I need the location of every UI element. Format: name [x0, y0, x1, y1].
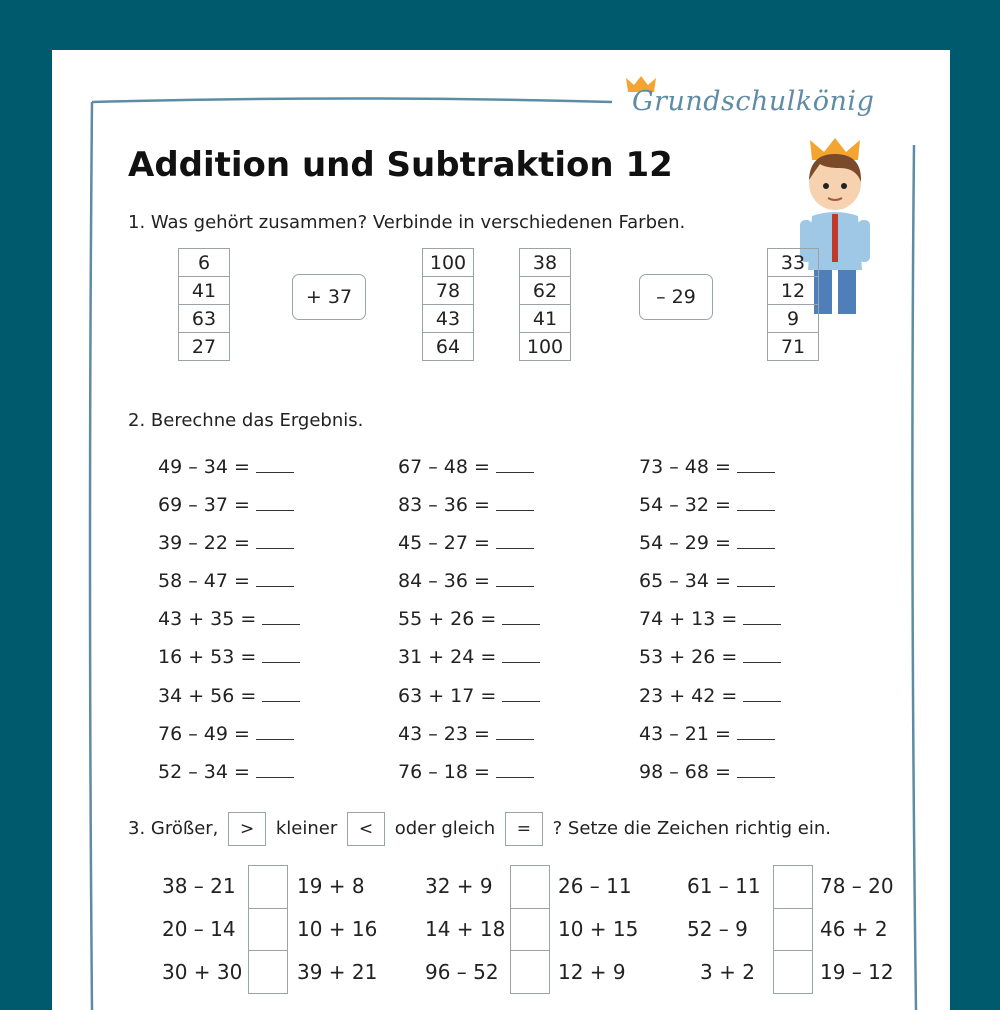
compare-answer-column [510, 865, 550, 994]
compare-answer-column [248, 865, 288, 994]
answer-line[interactable] [496, 725, 534, 740]
answer-line[interactable] [256, 496, 294, 511]
compare-answer-box[interactable] [774, 951, 813, 994]
answer-line[interactable] [737, 725, 775, 740]
answer-line[interactable] [737, 458, 775, 473]
less-symbol-box: < [347, 812, 385, 846]
answer-line[interactable] [262, 687, 300, 702]
equation: 74 + 13 = [639, 600, 859, 638]
equation: 54 – 32 = [639, 486, 859, 524]
equation: 16 + 53 = [158, 638, 378, 676]
equation: 65 – 34 = [639, 562, 859, 600]
equation: 84 – 36 = [398, 562, 618, 600]
equation: 34 + 56 = [158, 677, 378, 715]
answer-line[interactable] [502, 648, 540, 663]
answer-line[interactable] [743, 610, 781, 625]
equation: 49 – 34 = [158, 448, 378, 486]
equation: 23 + 42 = [639, 677, 859, 715]
equation: 67 – 48 = [398, 448, 618, 486]
number-cell: 71 [768, 333, 819, 361]
compare-answer-column [773, 865, 813, 994]
answer-line[interactable] [737, 763, 775, 778]
answer-line[interactable] [496, 572, 534, 587]
equation: 45 – 27 = [398, 524, 618, 562]
equation: 69 – 37 = [158, 486, 378, 524]
compare-answer-box[interactable] [249, 908, 288, 951]
answer-line[interactable] [737, 572, 775, 587]
compare-right: 19 – 12 [820, 960, 894, 984]
number-column-c [519, 248, 571, 361]
equation: 98 – 68 = [639, 753, 859, 791]
equation-column-3 [639, 448, 859, 791]
compare-answer-box[interactable] [774, 866, 813, 909]
number-cell: 38 [520, 249, 571, 277]
equation: 63 + 17 = [398, 677, 618, 715]
equation: 52 – 34 = [158, 753, 378, 791]
task1-instruction: 1. Was gehört zusammen? Verbinde in verschiedenen Farben. [128, 212, 686, 233]
answer-line[interactable] [502, 610, 540, 625]
answer-line[interactable] [262, 648, 300, 663]
compare-left: 32 + 9 [425, 874, 493, 898]
number-cell: 27 [179, 333, 230, 361]
compare-right: 10 + 16 [297, 917, 378, 941]
answer-line[interactable] [743, 687, 781, 702]
number-cell: 9 [768, 305, 819, 333]
number-cell: 100 [423, 249, 474, 277]
number-cell: 6 [179, 249, 230, 277]
compare-left: 30 + 30 [162, 960, 243, 984]
compare-right: 10 + 15 [558, 917, 639, 941]
answer-line[interactable] [256, 534, 294, 549]
equation: 43 – 21 = [639, 715, 859, 753]
equation: 76 – 18 = [398, 753, 618, 791]
compare-left: 14 + 18 [425, 917, 506, 941]
answer-line[interactable] [496, 496, 534, 511]
compare-answer-box[interactable] [249, 951, 288, 994]
compare-right: 46 + 2 [820, 917, 888, 941]
answer-line[interactable] [262, 610, 300, 625]
equation: 58 – 47 = [158, 562, 378, 600]
compare-answer-box[interactable] [511, 951, 550, 994]
worksheet [52, 50, 950, 1010]
number-cell: 12 [768, 277, 819, 305]
operation-box-plus: + 37 [292, 274, 366, 320]
compare-left: 96 – 52 [425, 960, 499, 984]
equation-column-1 [158, 448, 378, 791]
compare-left: 61 – 11 [687, 874, 761, 898]
equation: 73 – 48 = [639, 448, 859, 486]
answer-line[interactable] [496, 763, 534, 778]
task2-instruction: 2. Berechne das Ergebnis. [128, 410, 364, 431]
number-column-d [767, 248, 819, 361]
compare-answer-box[interactable] [511, 866, 550, 909]
brand-logo: Grundschulkönig [632, 86, 875, 117]
answer-line[interactable] [496, 534, 534, 549]
compare-left: 52 – 9 [687, 917, 748, 941]
equation: 54 – 29 = [639, 524, 859, 562]
equation: 76 – 49 = [158, 715, 378, 753]
equation: 31 + 24 = [398, 638, 618, 676]
number-cell: 43 [423, 305, 474, 333]
compare-answer-box[interactable] [511, 908, 550, 951]
compare-left: 20 – 14 [162, 917, 236, 941]
number-cell: 41 [520, 305, 571, 333]
answer-line[interactable] [737, 534, 775, 549]
operation-box-minus: – 29 [639, 274, 713, 320]
compare-left: 38 – 21 [162, 874, 236, 898]
answer-line[interactable] [743, 648, 781, 663]
compare-answer-box[interactable] [774, 908, 813, 951]
answer-line[interactable] [496, 458, 534, 473]
equation: 55 + 26 = [398, 600, 618, 638]
greater-symbol-box: > [228, 812, 266, 846]
page-title: Addition und Subtraktion 12 [128, 145, 673, 185]
compare-left: 3 + 2 [700, 960, 755, 984]
answer-line[interactable] [256, 725, 294, 740]
number-cell: 63 [179, 305, 230, 333]
compare-right: 19 + 8 [297, 874, 365, 898]
equation: 83 – 36 = [398, 486, 618, 524]
number-column-a [178, 248, 230, 361]
number-cell: 64 [423, 333, 474, 361]
compare-right: 12 + 9 [558, 960, 626, 984]
number-cell: 41 [179, 277, 230, 305]
answer-line[interactable] [256, 458, 294, 473]
answer-line[interactable] [256, 763, 294, 778]
number-cell: 100 [520, 333, 571, 361]
number-cell: 78 [423, 277, 474, 305]
compare-right: 78 – 20 [820, 874, 894, 898]
answer-line[interactable] [502, 687, 540, 702]
number-column-b [422, 248, 474, 361]
equal-symbol-box: = [505, 812, 543, 846]
answer-line[interactable] [737, 496, 775, 511]
equation: 43 + 35 = [158, 600, 378, 638]
equation: 39 – 22 = [158, 524, 378, 562]
answer-line[interactable] [256, 572, 294, 587]
compare-right: 26 – 11 [558, 874, 632, 898]
compare-right: 39 + 21 [297, 960, 378, 984]
equation: 43 – 23 = [398, 715, 618, 753]
number-cell: 33 [768, 249, 819, 277]
task3-instruction: 3. Größer, > kleiner < oder gleich = ? Setze die Zeichen richtig ein. [128, 812, 831, 846]
number-cell: 62 [520, 277, 571, 305]
compare-answer-box[interactable] [249, 866, 288, 909]
equation: 53 + 26 = [639, 638, 859, 676]
equation-column-2 [398, 448, 618, 791]
